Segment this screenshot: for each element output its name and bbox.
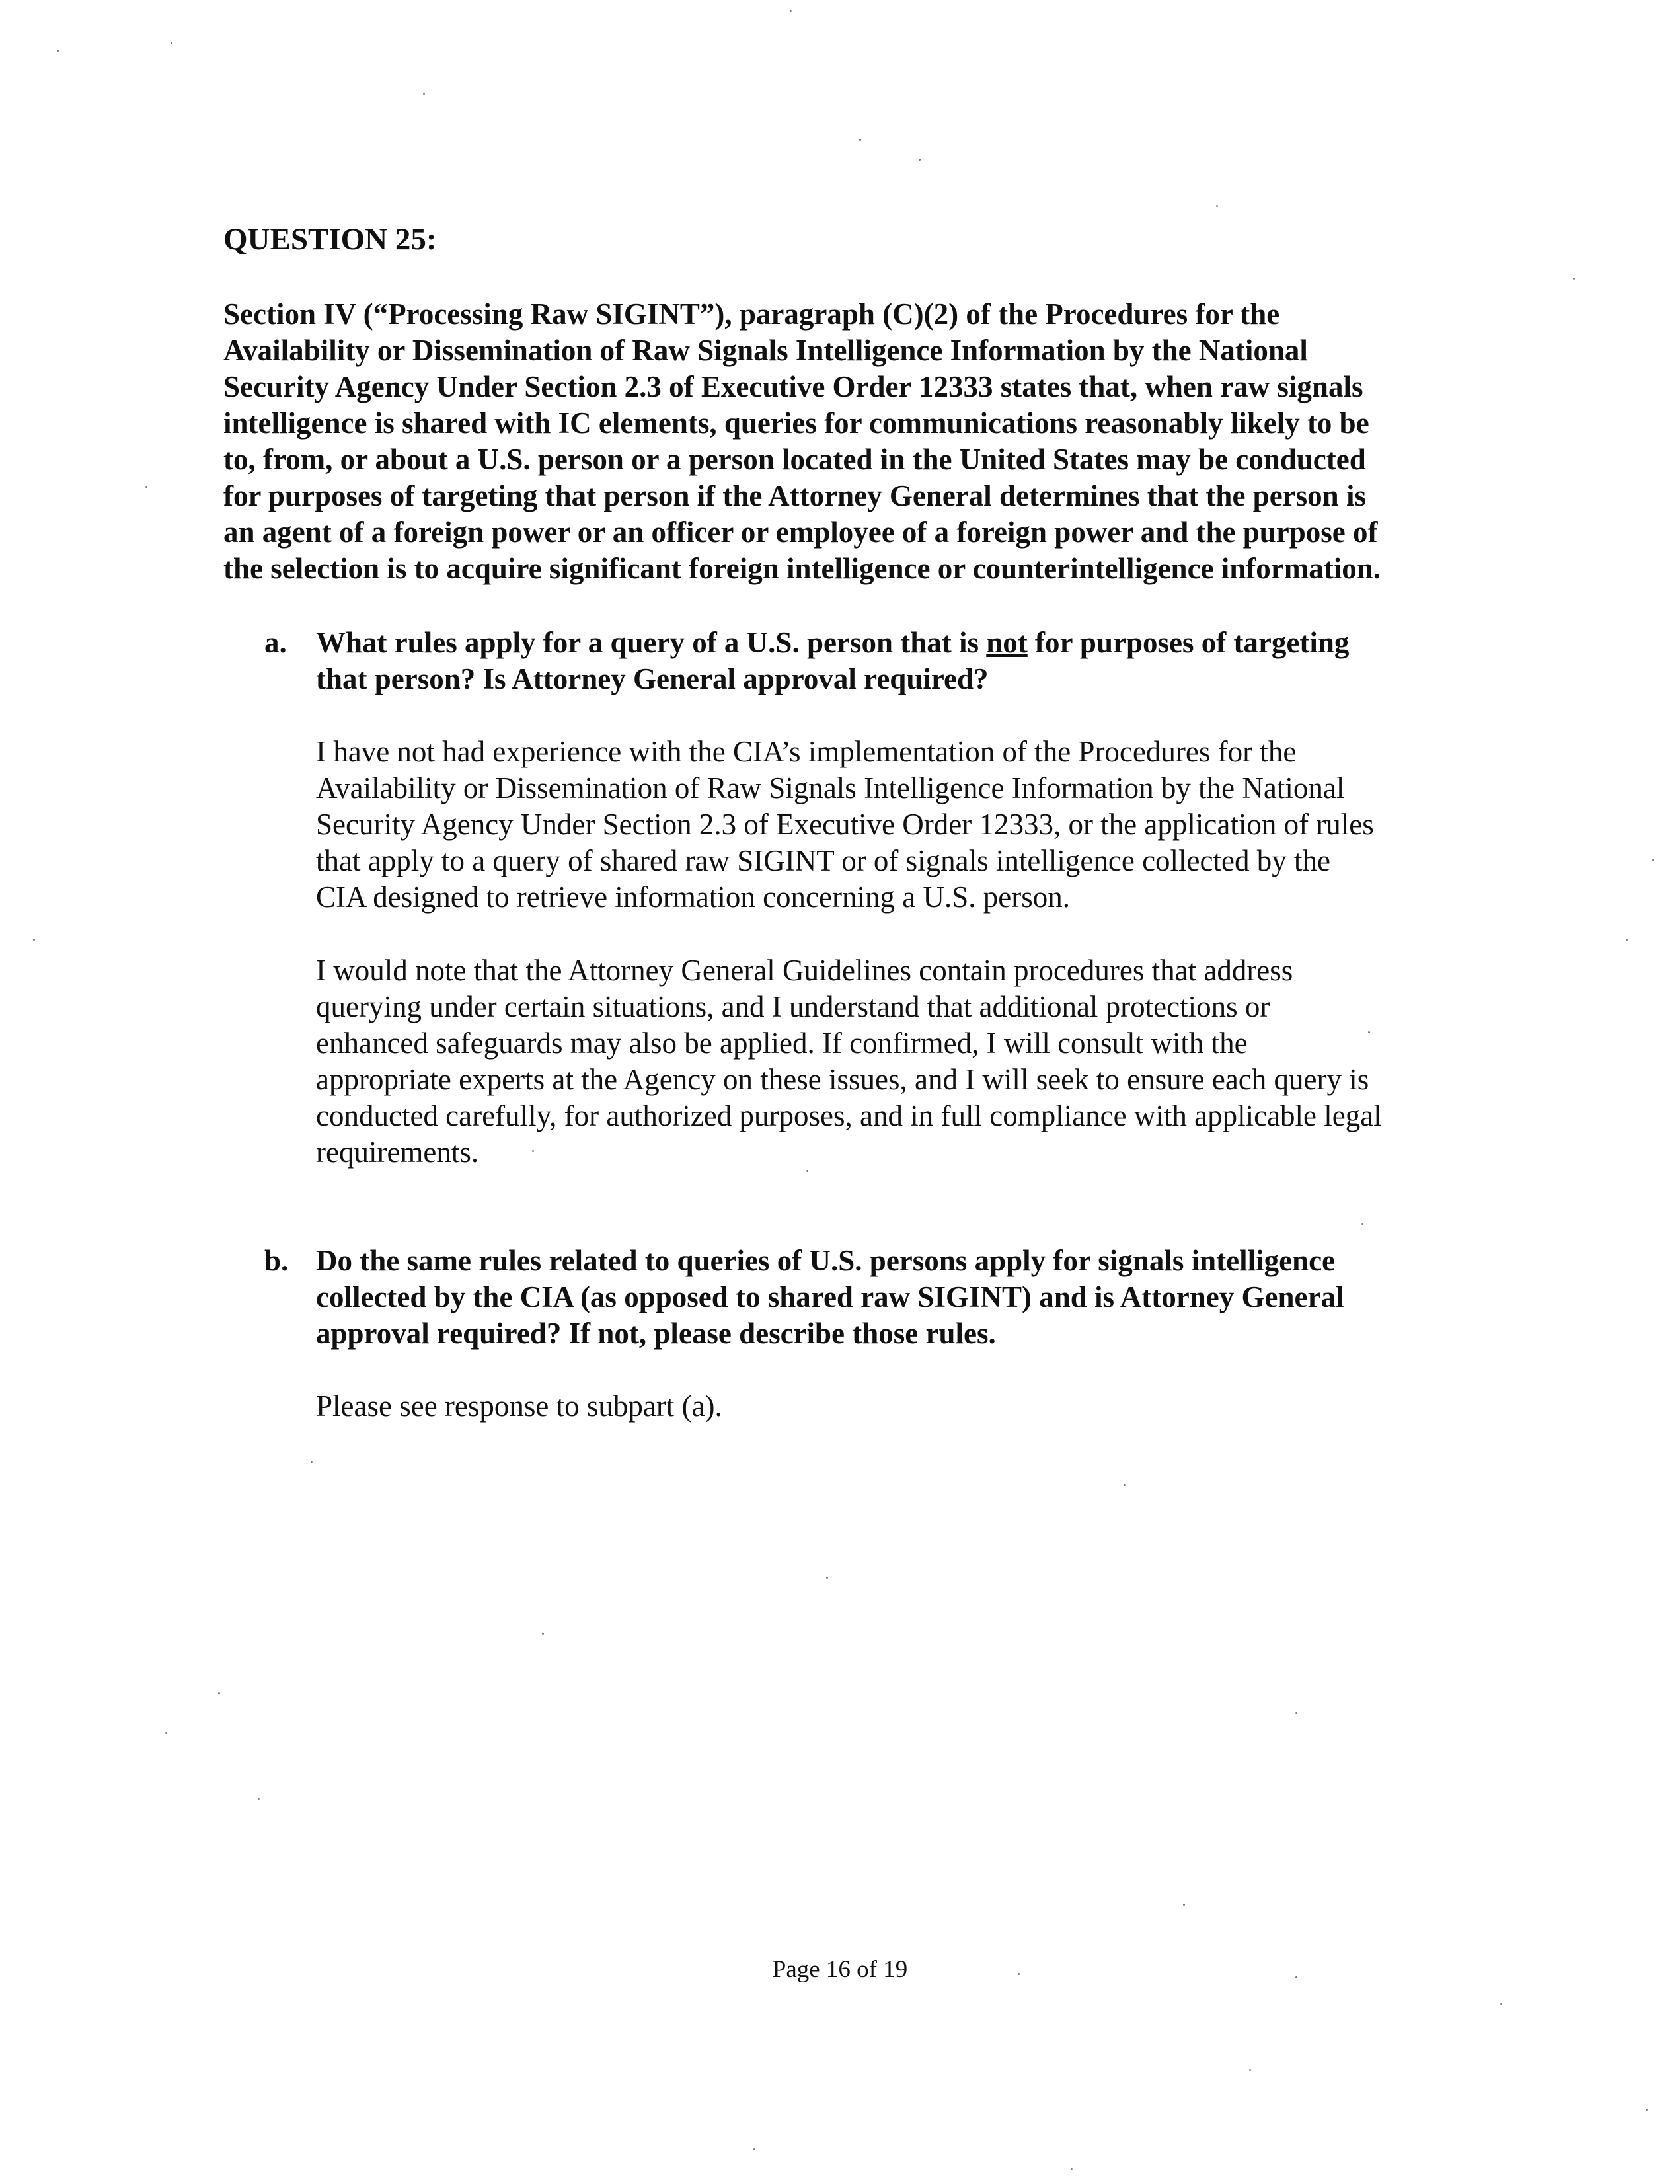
answer-b [316,1388,722,1424]
subquestion-b-line: collected by the CIA (as opposed to shared raw SIGINT) and is Attorney General [316,1280,1344,1313]
scan-speck [171,42,172,44]
answer-a-paragraph-1 [316,734,1374,916]
scan-speck [1018,1973,1020,1975]
answer-line: Security Agency Under Section 2.3 of Executive Order 12333, or the application of rules [316,808,1374,841]
subquestion-b-line: Do the same rules related to queries of U.S. persons apply for signals intelligence [316,1244,1336,1277]
scan-speck [1368,1031,1370,1033]
scan-speck [1124,1484,1126,1486]
intro-line: Availability or Dissemination of Raw Signals Intelligence Information by the National [223,334,1308,367]
answer-line: enhanced safeguards may also be applied. If confirmed, I will consult with the [316,1027,1248,1060]
intro-line: Security Agency Under Section 2.3 of Executive Order 12333 states that, when raw signals [223,370,1363,403]
subquestion-a-line: that person? Is Attorney General approval required? [316,662,989,695]
answer-line: querying under certain situations, and I understand that additional protections or [316,990,1270,1023]
intro-line: to, from, or about a U.S. person or a person located in the United States may be conducted [223,443,1366,476]
subquestion-a-marker: a. [264,626,287,659]
scan-speck [1500,2003,1502,2005]
scan-speck [1216,205,1218,207]
scan-speck [218,1692,220,1694]
answer-line: Availability or Dissemination of Raw Signals Intelligence Information by the National [316,771,1345,804]
subquestion-b-marker: b. [264,1244,289,1277]
subquestion-b-line: approval required? If not, please describe those rules. [316,1317,996,1350]
scan-speck [542,1633,544,1635]
scan-speck [826,1577,828,1579]
subquestion-a-text-before: What rules apply for a query of a U.S. person that is [316,626,987,659]
answer-line: I would note that the Attorney General Guidelines contain procedures that address [316,954,1293,987]
scan-speck [1573,278,1575,280]
page-number: Page 16 of 19 [772,1956,908,1983]
scan-speck [1652,859,1654,861]
scan-speck [1249,2069,1251,2071]
scan-speck [790,10,792,12]
scan-speck [753,2148,755,2150]
intro-line: for purposes of targeting that person if the Attorney General determines that the person is [223,479,1366,512]
answer-line: appropriate experts at the Agency on these issues, and I will seek to ensure each query is [316,1063,1369,1096]
subquestion-a-line [316,625,1349,661]
scan-speck [165,1732,167,1734]
scan-speck [423,93,425,95]
scan-speck [33,939,35,941]
scan-speck [311,1461,313,1463]
intro-line: Section IV (“Processing Raw SIGINT”), paragraph (C)(2) of the Procedures for the [223,297,1280,331]
subquestion-b-text [316,1243,1344,1352]
answer-line: CIA designed to retrieve information concerning a U.S. person. [316,880,1070,914]
scan-speck [1626,939,1628,941]
underlined-not: not [986,626,1028,659]
scan-speck [859,139,861,141]
answer-line: conducted carefully, for authorized purposes, and in full compliance with applicable legal [316,1099,1382,1132]
scan-speck [258,1798,260,1800]
answer-line: I have not had experience with the CIA’s implementation of the Procedures for the [316,735,1297,768]
question-intro [223,296,1479,587]
scan-speck [1361,1223,1363,1225]
answer-line: that apply to a query of shared raw SIGINT or of signals intelligence collected by the [316,844,1330,877]
scan-speck [1183,1904,1185,1906]
answer-a-paragraph-2 [316,953,1382,1171]
scan-speck [145,486,147,488]
scan-speck [806,1170,808,1172]
scan-speck [57,50,59,52]
subquestion-a-text-after: for purposes of targeting [1027,626,1350,659]
scan-speck [1071,2168,1073,2170]
answer-line: requirements. [316,1136,479,1169]
question-heading: QUESTION 25: [223,222,437,256]
intro-line: intelligence is shared with IC elements, queries for communications reasonably likely to be [223,407,1369,440]
scan-speck [1646,2109,1648,2111]
intro-line: an agent of a foreign power or an officer or employee of a foreign power and the purpose of [223,516,1378,549]
intro-line: the selection is to acquire significant foreign intelligence or counterintelligence information. [223,552,1381,585]
subquestion-a-text [316,625,1349,697]
scan-speck [919,159,921,161]
scan-speck [1295,1976,1297,1978]
scan-speck [1295,1712,1297,1714]
answer-line: Please see response to subpart (a). [316,1389,722,1423]
scan-speck [532,1150,534,1152]
